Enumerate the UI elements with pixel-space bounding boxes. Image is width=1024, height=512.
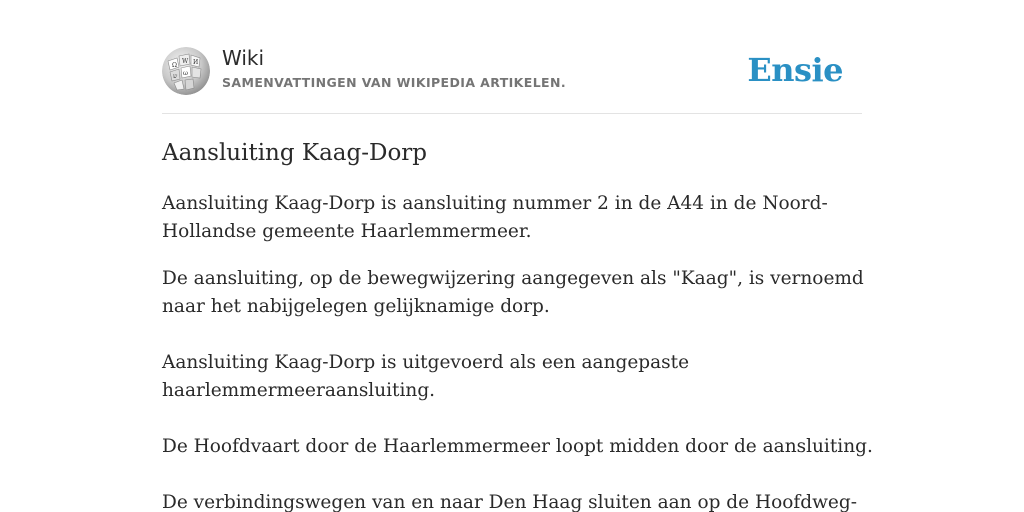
article-paragraph: De aansluiting, op de bewegwijzering aangegeven als "Kaag", is vernoemd naar het nabijgelegen gelijknamige dorp. bbox=[162, 268, 864, 317]
svg-text:W: W bbox=[182, 58, 189, 65]
header-divider bbox=[162, 113, 862, 114]
site-header bbox=[162, 46, 862, 96]
svg-text:Ω: Ω bbox=[172, 62, 177, 69]
svg-text:ω: ω bbox=[183, 70, 188, 77]
article-paragraph: De verbindingswegen van en naar Den Haag sluiten aan op de Hoofdweg- bbox=[162, 492, 857, 512]
article-paragraph: Aansluiting Kaag-Dorp is uitgevoerd als een aangepaste haarlemmermeeraansluiting. bbox=[162, 352, 690, 401]
wikipedia-globe-icon[interactable] bbox=[162, 47, 210, 95]
article-paragraph: De Hoofdvaart door de Haarlemmermeer loopt midden door de aansluiting. bbox=[162, 436, 873, 457]
ensie-brand-link[interactable]: Ensie bbox=[747, 51, 843, 89]
site-name[interactable]: Wiki bbox=[222, 46, 265, 70]
article-title: Aansluiting Kaag-Dorp bbox=[162, 140, 428, 166]
article-paragraph: Aansluiting Kaag-Dorp is aansluiting nummer 2 in de A44 in de Noord-Hollandse gemeente Haarlemmermeer. bbox=[162, 193, 828, 242]
site-tagline: SAMENVATTINGEN VAN WIKIPEDIA ARTIKELEN. bbox=[222, 75, 567, 90]
svg-text:И: И bbox=[193, 59, 199, 66]
svg-text:ש: ש bbox=[173, 73, 178, 80]
